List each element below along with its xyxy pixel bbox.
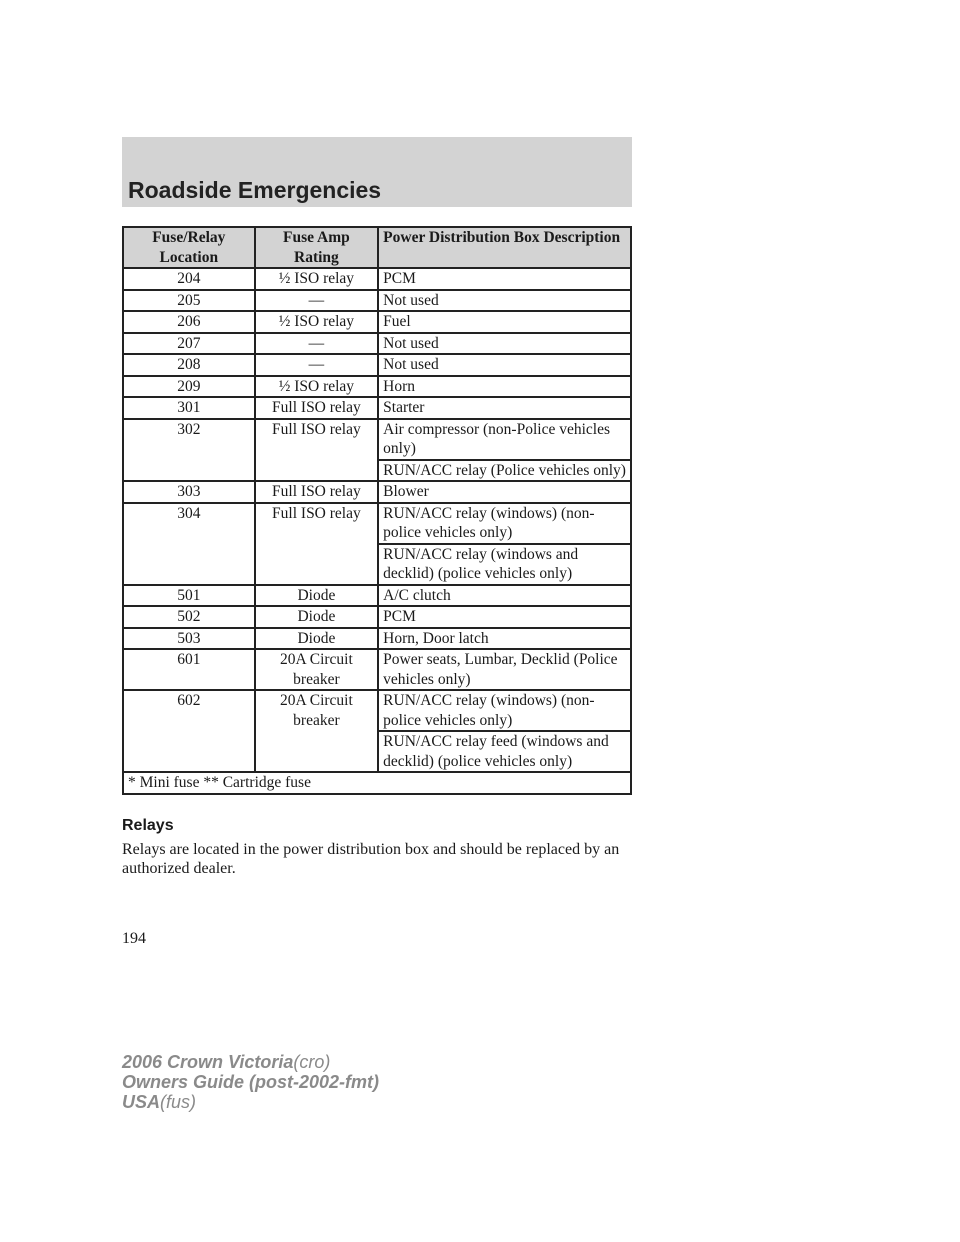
cell-rating: Full ISO relay — [255, 503, 379, 585]
cell-description: Blower — [378, 481, 631, 503]
cell-rating: Full ISO relay — [255, 397, 379, 419]
cell-description: RUN/ACC relay (windows) (non-police vehicles only) — [378, 503, 631, 544]
cell-description: PCM — [378, 268, 631, 290]
cell-location: 302 — [123, 419, 255, 482]
cell-rating: — — [255, 290, 379, 312]
cell-location: 207 — [123, 333, 255, 355]
page-number: 194 — [122, 930, 146, 947]
table-row — [123, 419, 631, 460]
footer-model-code: (cro) — [293, 1052, 331, 1072]
cell-rating: Diode — [255, 628, 379, 650]
table-row — [123, 606, 631, 628]
section-title: Roadside Emergencies — [128, 177, 382, 203]
relays-paragraph: Relays are located in the power distribution box and should be replaced by an authorized dealer. — [122, 841, 620, 877]
cell-description: PCM — [378, 606, 631, 628]
cell-location: 501 — [123, 585, 255, 607]
column-header-description: Power Distribution Box Description — [378, 227, 631, 268]
cell-location: 301 — [123, 397, 255, 419]
document-footer — [122, 1052, 622, 1112]
cell-description: Air compressor (non-Police vehicles only) — [378, 419, 631, 460]
cell-location: 502 — [123, 606, 255, 628]
cell-description: Not used — [378, 354, 631, 376]
cell-description: Not used — [378, 333, 631, 355]
cell-location: 503 — [123, 628, 255, 650]
cell-description: RUN/ACC relay feed (windows and decklid) (police vehicles only) — [378, 731, 631, 772]
cell-rating: — — [255, 333, 379, 355]
cell-description: RUN/ACC relay (windows) (non-police vehicles only) — [378, 690, 631, 731]
column-header-location: Fuse/Relay Location — [123, 227, 255, 268]
cell-description: Fuel — [378, 311, 631, 333]
cell-location: 601 — [123, 649, 255, 690]
table-row — [123, 690, 631, 731]
cell-location: 209 — [123, 376, 255, 398]
cell-rating: Full ISO relay — [255, 481, 379, 503]
table-row — [123, 333, 631, 355]
column-header-rating: Fuse Amp Rating — [255, 227, 379, 268]
cell-location: 304 — [123, 503, 255, 585]
cell-location: 205 — [123, 290, 255, 312]
footnote-row — [123, 772, 631, 794]
table-row — [123, 311, 631, 333]
table-body — [123, 268, 631, 772]
cell-rating: 20A Circuit breaker — [255, 690, 379, 772]
table-row — [123, 481, 631, 503]
cell-rating: ½ ISO relay — [255, 268, 379, 290]
table-header-row — [123, 227, 631, 268]
cell-description: Horn — [378, 376, 631, 398]
table-row — [123, 268, 631, 290]
cell-location: 602 — [123, 690, 255, 772]
footer-model: 2006 Crown Victoria — [122, 1052, 294, 1072]
footer-market-code: (fus) — [160, 1092, 197, 1112]
cell-location: 204 — [123, 268, 255, 290]
relays-heading: Relays — [122, 817, 174, 834]
cell-description: Starter — [378, 397, 631, 419]
cell-location: 208 — [123, 354, 255, 376]
cell-rating: — — [255, 354, 379, 376]
cell-rating: Full ISO relay — [255, 419, 379, 482]
table-row — [123, 290, 631, 312]
table-row — [123, 354, 631, 376]
cell-rating: Diode — [255, 606, 379, 628]
cell-description: A/C clutch — [378, 585, 631, 607]
footer-guide: Owners Guide (post-2002-fmt) — [122, 1072, 380, 1092]
table-row — [123, 503, 631, 544]
cell-location: 206 — [123, 311, 255, 333]
table-row — [123, 585, 631, 607]
table-row — [123, 397, 631, 419]
cell-location: 303 — [123, 481, 255, 503]
footer-market: USA — [122, 1092, 161, 1112]
table-row — [123, 649, 631, 690]
fuse-table — [122, 226, 632, 795]
table-row — [123, 376, 631, 398]
cell-description: RUN/ACC relay (windows and decklid) (police vehicles only) — [378, 544, 631, 585]
table-footnote: * Mini fuse ** Cartridge fuse — [123, 772, 631, 794]
cell-rating: ½ ISO relay — [255, 376, 379, 398]
cell-rating: ½ ISO relay — [255, 311, 379, 333]
table-row — [123, 628, 631, 650]
cell-rating: 20A Circuit breaker — [255, 649, 379, 690]
cell-description: Power seats, Lumbar, Decklid (Police vehicles only) — [378, 649, 631, 690]
cell-description: RUN/ACC relay (Police vehicles only) — [378, 460, 631, 482]
cell-rating: Diode — [255, 585, 379, 607]
cell-description: Horn, Door latch — [378, 628, 631, 650]
cell-description: Not used — [378, 290, 631, 312]
